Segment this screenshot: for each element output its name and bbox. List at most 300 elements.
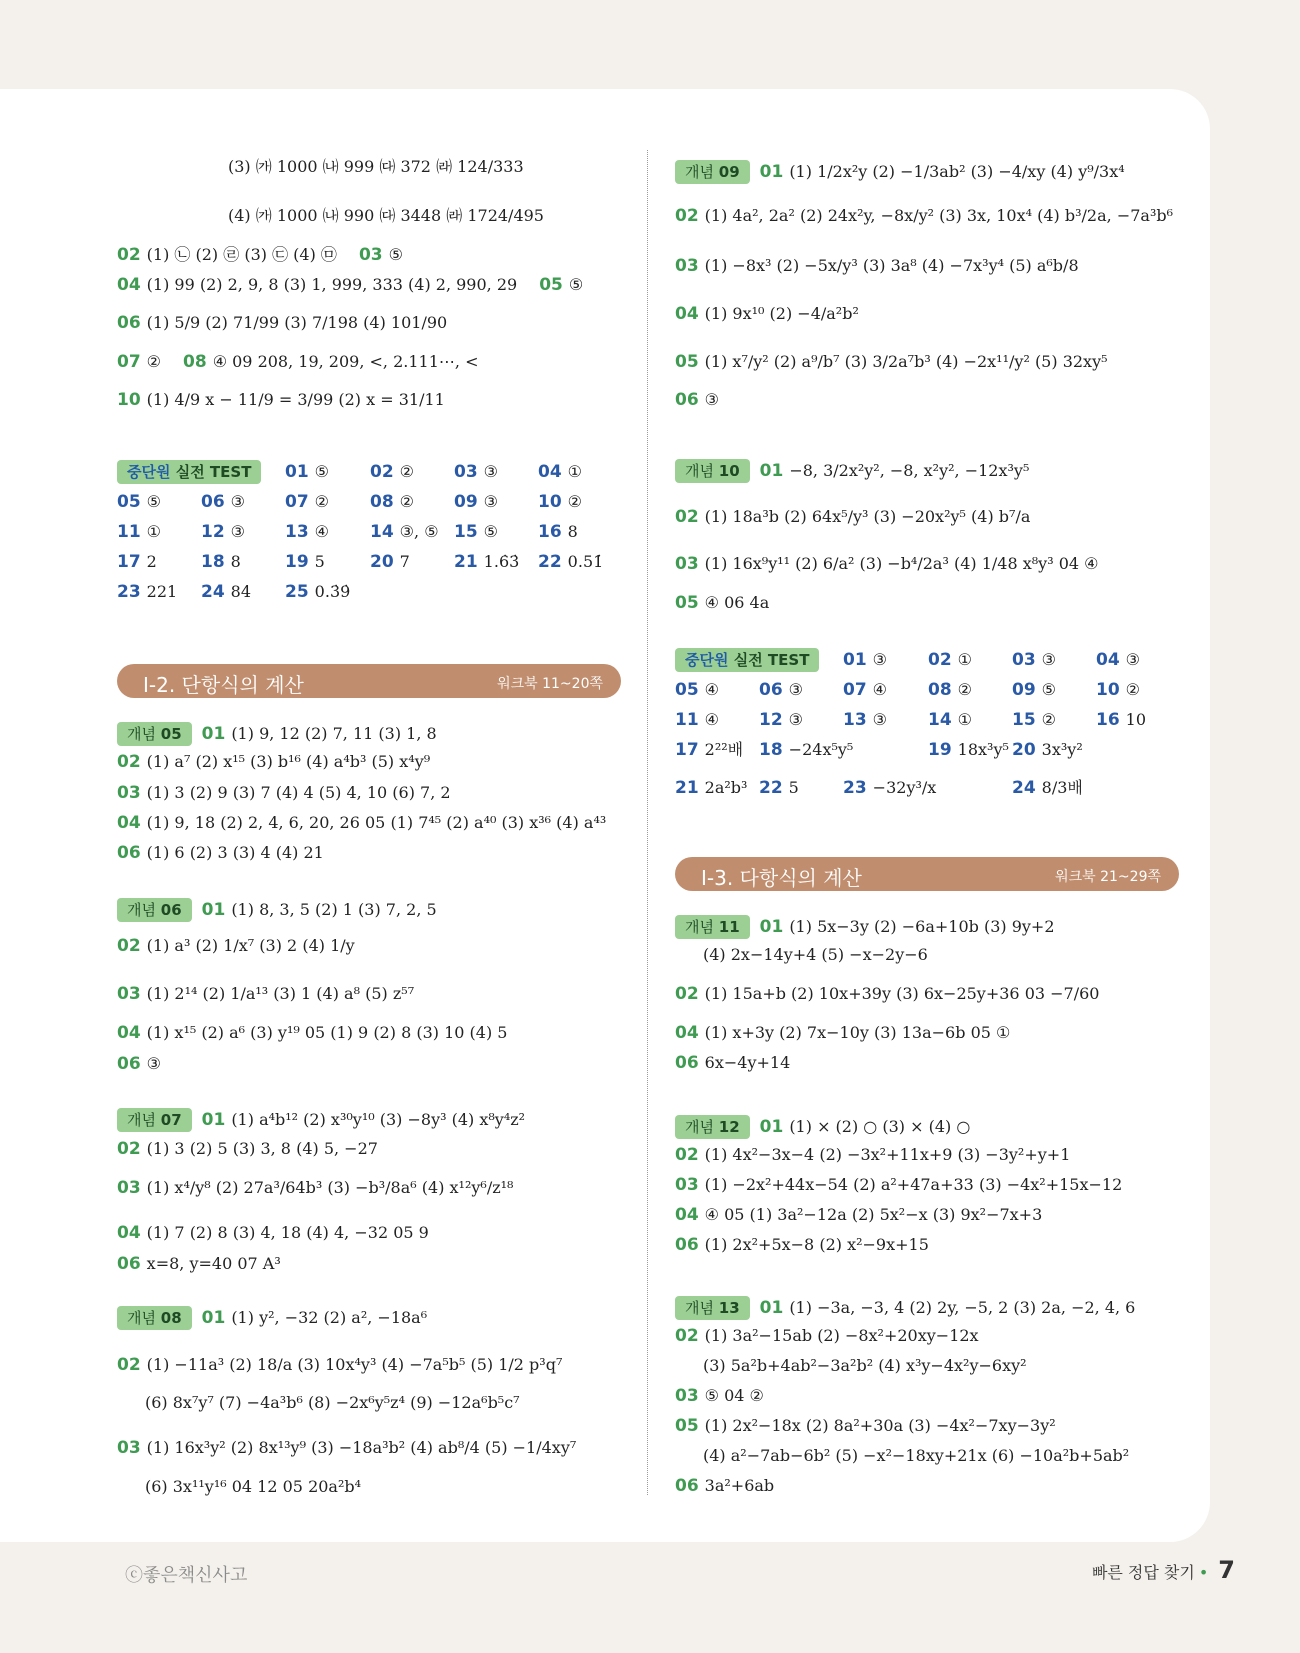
question-number: 04 — [117, 813, 141, 833]
answer-text: (1) ㉡ (2) ㉣ (3) ㉢ (4) ㉤ — [146, 245, 337, 264]
test-answer — [1012, 740, 1083, 760]
question-number: 11 — [117, 522, 141, 542]
answer-text: ② — [399, 492, 415, 511]
answer-text: 0.3̇9̇ — [314, 582, 351, 601]
answer-text: −24x⁵y⁵ — [788, 740, 854, 759]
answer-text: ④ 05 (1) 3a²−12a (2) 5x²−x (3) 9x²−7x+3 — [704, 1205, 1043, 1224]
answer-line — [703, 1356, 1027, 1376]
test-badge — [675, 648, 819, 672]
concept-number: 12 — [718, 1118, 740, 1136]
question-number: 01 — [759, 461, 784, 481]
answer-text: (4) a²−7ab−6b² (5) −x²−18xy+21x (6) −10a²b+5ab² — [703, 1446, 1130, 1465]
answer-text: 3a²+6ab — [704, 1476, 775, 1495]
question-number: 14 — [370, 522, 394, 542]
concept-number: 07 — [160, 1111, 182, 1129]
question-number: 01 — [201, 1110, 226, 1130]
question-number: 03 — [117, 984, 141, 1004]
question-number: 01 — [759, 162, 784, 182]
question-number: 06 — [117, 843, 141, 863]
test-answer — [675, 778, 747, 798]
concept-row — [117, 1306, 427, 1330]
question-number: 01 — [285, 462, 309, 482]
question-number: 05 — [539, 275, 563, 295]
question-number: 06 — [117, 1254, 141, 1274]
question-number: 05 — [675, 1416, 699, 1436]
answer-text: (6) 8x⁷y⁷ (7) −4a³b⁶ (8) −2x⁶y⁵z⁴ (9) −12a⁶b⁵c⁷ — [145, 1393, 520, 1412]
answer-text: (1) 18a³b (2) 64x⁵/y³ (3) −20x²y⁵ (4) b⁷/a — [704, 507, 1031, 526]
answer-text: ③ — [483, 492, 499, 511]
question-number: 02 — [675, 1326, 699, 1346]
answer-text: ⑤ — [568, 275, 584, 294]
test-answer — [843, 680, 887, 700]
question-number: 18 — [201, 552, 225, 572]
answer-text: ④ — [314, 522, 330, 541]
concept-badge — [117, 722, 192, 746]
bullet-icon: • — [1198, 1563, 1209, 1582]
answer-text: 7 — [399, 552, 410, 571]
answer-text: (1) 9, 12 (2) 7, 11 (3) 1, 8 — [231, 724, 437, 743]
test-answer — [285, 462, 329, 482]
test-answer — [1012, 650, 1056, 670]
answer-text: (1) −8x³ (2) −5x/y³ (3) 3a⁸ (4) −7x³y⁴ (5) a⁶b/8 — [704, 256, 1079, 275]
test-answer — [538, 522, 578, 542]
answer-text: (1) a³ (2) 1/x⁷ (3) 2 (4) 1/y — [146, 936, 355, 955]
answer-text: 2 — [146, 552, 157, 571]
answer-line — [675, 507, 1030, 527]
question-number: 04 — [117, 275, 141, 295]
test-answer — [454, 552, 519, 572]
answer-text: 0.51̇ — [567, 552, 604, 571]
question-number: 19 — [928, 740, 952, 760]
question-number: 10 — [538, 492, 562, 512]
answer-text: ② — [1125, 680, 1141, 699]
question-number: 21 — [454, 552, 478, 572]
test-answer — [1096, 710, 1146, 730]
test-answer — [201, 492, 245, 512]
question-number: 22 — [759, 778, 783, 798]
test-answer — [759, 680, 803, 700]
answer-text: (1) −3a, −3, 4 (2) 2y, −5, 2 (3) 2a, −2, 4, 6 — [789, 1298, 1136, 1317]
answer-text: (1) 3 (2) 5 (3) 3, 8 (4) 5, −27 — [146, 1139, 378, 1158]
question-number: 03 — [117, 1178, 141, 1198]
answer-line — [117, 1223, 429, 1243]
answer-line — [117, 1139, 378, 1159]
test-answer — [843, 710, 887, 730]
concept-row — [117, 898, 437, 922]
answer-text: 10 — [1125, 710, 1147, 729]
answer-text: −32y³/x — [872, 778, 937, 797]
question-number: 07 — [843, 680, 867, 700]
question-number: 13 — [843, 710, 867, 730]
answer-text: 1.6̇3̇ — [483, 552, 520, 571]
answer-text: ⑤ — [314, 462, 330, 481]
answer-text: 6x−4y+14 — [704, 1053, 791, 1072]
answer-line — [675, 593, 769, 613]
question-number: 13 — [285, 522, 309, 542]
test-answer — [759, 740, 853, 760]
question-number: 08 — [370, 492, 394, 512]
test-answer — [370, 492, 414, 512]
answer-text: (1) 2x²−18x (2) 8a²+30a (3) −4x²−7xy−3y² — [704, 1416, 1056, 1435]
question-number: 06 — [675, 1053, 699, 1073]
test-answer — [928, 680, 972, 700]
answer-text: (1) 1/2x²y (2) −1/3ab² (3) −4/xy (4) y⁹/3x⁴ — [789, 162, 1125, 181]
section-title: Ⅰ-2. 단항식의 계산 — [143, 673, 304, 697]
answer-text: (1) 6 (2) 3 (3) 4 (4) 21 — [146, 843, 324, 862]
test-answer — [454, 462, 498, 482]
answer-text: x=8, y=40 07 A³ — [146, 1254, 281, 1273]
question-number: 04 — [1096, 650, 1120, 670]
concept-label: 개념 — [685, 1299, 714, 1317]
test-answer — [201, 552, 241, 572]
question-number: 07 — [117, 352, 141, 372]
question-number: 16 — [1096, 710, 1120, 730]
answer-text: ④ 09 208, 19, 209, <, 2.111⋯, < — [212, 352, 479, 371]
question-number: 10 — [1096, 680, 1120, 700]
answer-text: (1) x⁷/y² (2) a⁹/b⁷ (3) 3/2a⁷b³ (4) −2x¹¹/y² (5) 32xy⁵ — [704, 352, 1108, 371]
concept-number: 09 — [718, 163, 740, 181]
question-number: 21 — [675, 778, 699, 798]
test-answer — [675, 710, 719, 730]
answer-text: (1) 3 (2) 9 (3) 7 (4) 4 (5) 4, 10 (6) 7, 2 — [146, 783, 451, 802]
answer-text: (1) 4a², 2a² (2) 24x²y, −8x/y² (3) 3x, 10x⁴ (4) b³/2a, −7a³b⁶ — [704, 206, 1174, 225]
question-number: 10 — [117, 390, 141, 410]
question-number: 06 — [759, 680, 783, 700]
answer-text: ③ — [788, 710, 804, 729]
answer-text: ② — [314, 492, 330, 511]
answer-text: ④ 06 4a — [704, 593, 770, 612]
answer-line — [117, 275, 583, 295]
answer-text: 5 — [314, 552, 325, 571]
answer-line — [117, 352, 478, 372]
test-answer — [538, 492, 582, 512]
concept-badge — [675, 160, 750, 184]
publisher-mark: ⓒ좋은책신사고 — [125, 1565, 248, 1586]
concept-number: 13 — [718, 1299, 740, 1317]
answer-line — [675, 1145, 1070, 1165]
answer-text: (1) −2x²+44x−54 (2) a²+47a+33 (3) −4x²+15x−12 — [704, 1175, 1123, 1194]
answer-text: (1) 9, 18 (2) 2, 4, 6, 20, 26 05 (1) 7⁴⁵ (2) a⁴⁰ (3) x³⁶ (4) a⁴³ — [146, 813, 607, 832]
question-number: 15 — [454, 522, 478, 542]
answer-text: (1) 5x−3y (2) −6a+10b (3) 9y+2 — [789, 917, 1055, 936]
test-answer — [117, 552, 157, 572]
test-answer — [928, 710, 972, 730]
question-number: 01 — [201, 724, 226, 744]
concept-badge — [675, 915, 750, 939]
test-answer — [928, 650, 972, 670]
answer-text: (1) x⁴/y⁸ (2) 27a³/64b³ (3) −b³/8a⁶ (4) x¹²y⁶/z¹⁸ — [146, 1178, 514, 1197]
question-number: 08 — [183, 352, 207, 372]
answer-line — [117, 245, 403, 265]
concept-label: 개념 — [127, 901, 156, 919]
section-header — [675, 857, 1179, 891]
answer-text: ③ — [146, 1054, 162, 1073]
question-number: 24 — [1012, 778, 1036, 798]
answer-line — [675, 1205, 1042, 1225]
answer-line — [117, 1438, 576, 1458]
question-number: 12 — [201, 522, 225, 542]
answer-line — [703, 945, 928, 965]
question-number: 02 — [370, 462, 394, 482]
answer-line — [228, 206, 544, 226]
concept-row — [675, 1115, 970, 1139]
test-answer — [117, 492, 161, 512]
question-number: 15 — [1012, 710, 1036, 730]
test-label-unit: 중단원 — [685, 651, 729, 669]
question-number: 03 — [1012, 650, 1036, 670]
answer-text: ① — [146, 522, 162, 541]
answer-text: (1) 15a+b (2) 10x+39y (3) 6x−25y+36 03 −7/60 — [704, 984, 1100, 1003]
concept-label: 개념 — [685, 1118, 714, 1136]
test-header — [117, 460, 261, 484]
test-answer — [928, 740, 1009, 760]
answer-line — [117, 313, 447, 333]
answer-text: (4) ㈎ 1000 ㈏ 990 ㈐ 3448 ㈑ 1724/495 — [228, 206, 544, 225]
question-number: 01 — [843, 650, 867, 670]
answer-line — [117, 936, 355, 956]
question-number: 02 — [675, 206, 699, 226]
answer-text: (1) 4/9 x − 11/9 = 3/99 (2) x = 31/11 — [146, 390, 445, 409]
test-answer — [285, 522, 329, 542]
answer-text: ③ — [230, 522, 246, 541]
question-number: 03 — [117, 1438, 141, 1458]
workbook-pages: 워크북 11~20쪽 — [497, 676, 603, 692]
test-answer — [201, 522, 245, 542]
answer-text: (1) 7 (2) 8 (3) 4, 18 (4) 4, −32 05 9 — [146, 1223, 429, 1242]
answer-text: (3) ㈎ 1000 ㈏ 999 ㈐ 372 ㈑ 124/333 — [228, 157, 524, 176]
answer-line — [145, 1477, 361, 1497]
answer-text: 2²²배 — [704, 740, 744, 759]
question-number: 02 — [117, 1355, 141, 1375]
answer-text: ④ — [704, 710, 720, 729]
test-answer — [201, 582, 251, 602]
answer-text: ③ — [483, 462, 499, 481]
answer-line — [675, 1175, 1122, 1195]
test-answer — [538, 552, 603, 572]
answer-text: 221 — [146, 582, 178, 601]
answer-text: 18x³y⁵ — [957, 740, 1009, 759]
concept-label: 개념 — [127, 1111, 156, 1129]
question-number: 11 — [675, 710, 699, 730]
concept-badge — [117, 1108, 192, 1132]
test-answer — [1012, 680, 1056, 700]
test-answer — [1012, 778, 1083, 798]
test-answer — [1096, 680, 1140, 700]
question-number: 20 — [1012, 740, 1036, 760]
question-number: 02 — [117, 1139, 141, 1159]
answer-text: 8 — [567, 522, 578, 541]
answer-line — [675, 554, 1098, 574]
answer-text: (1) 16x⁹y¹¹ (2) 6/a² (3) −b⁴/2a³ (4) 1/48 x⁸y³ 04 ④ — [704, 554, 1099, 573]
answer-text: (1) 5/9 (2) 71/99 (3) 7/198 (4) 101/90 — [146, 313, 448, 332]
answer-line — [675, 206, 1173, 226]
answer-text: ② — [146, 352, 162, 371]
answer-text: (1) 2¹⁴ (2) 1/a¹³ (3) 1 (4) a⁸ (5) z⁵⁷ — [146, 984, 415, 1003]
answer-text: 8 — [230, 552, 241, 571]
test-label-name: 실전 TEST — [170, 463, 252, 481]
answer-line — [675, 984, 1099, 1004]
concept-badge — [675, 1296, 750, 1320]
answer-text: (1) 16x³y² (2) 8x¹³y⁹ (3) −18a³b² (4) ab⁸/4 (5) −1/4xy⁷ — [146, 1438, 577, 1457]
question-number: 06 — [675, 1235, 699, 1255]
workbook-pages: 워크북 21~29쪽 — [1055, 869, 1161, 885]
answer-text: (1) 8, 3, 5 (2) 1 (3) 7, 2, 5 — [231, 900, 437, 919]
answer-text: (1) y², −32 (2) a², −18a⁶ — [231, 1308, 428, 1327]
answer-text: ⑤ — [146, 492, 162, 511]
question-number: 03 — [675, 554, 699, 574]
concept-number: 10 — [718, 462, 740, 480]
answer-text: ③ — [872, 650, 888, 669]
answer-text: (1) a⁷ (2) x¹⁵ (3) b¹⁶ (4) a⁴b³ (5) x⁴y⁹ — [146, 752, 431, 771]
question-number: 22 — [538, 552, 562, 572]
test-answer — [843, 778, 936, 798]
concept-badge — [675, 1115, 750, 1139]
question-number: 04 — [117, 1023, 141, 1043]
test-answer — [117, 582, 177, 602]
question-number: 05 — [675, 680, 699, 700]
answer-text: ⑤ 04 ② — [704, 1386, 764, 1405]
answer-text: ② — [1041, 710, 1057, 729]
question-number: 06 — [117, 313, 141, 333]
test-answer — [843, 650, 887, 670]
test-answer — [370, 552, 410, 572]
test-answer — [454, 492, 498, 512]
test-answer — [759, 710, 803, 730]
answer-text: ③ — [1041, 650, 1057, 669]
answer-line — [675, 256, 1079, 276]
question-number: 04 — [117, 1223, 141, 1243]
question-number: 09 — [1012, 680, 1036, 700]
question-number: 03 — [454, 462, 478, 482]
question-number: 07 — [285, 492, 309, 512]
test-answer — [675, 680, 719, 700]
answer-text: ① — [957, 710, 973, 729]
question-number: 01 — [759, 1298, 784, 1318]
answer-line — [117, 783, 451, 803]
concept-number: 06 — [160, 901, 182, 919]
answer-text: ① — [567, 462, 583, 481]
answer-text: ③ — [704, 390, 720, 409]
concept-badge — [117, 1306, 192, 1330]
question-number: 02 — [928, 650, 952, 670]
question-number: 03 — [675, 256, 699, 276]
answer-text: ⑤ — [388, 245, 403, 264]
test-answer — [370, 522, 439, 542]
question-number: 01 — [759, 917, 784, 937]
concept-number: 05 — [160, 725, 182, 743]
answer-text: (1) 3a²−15ab (2) −8x²+20xy−12x — [704, 1326, 979, 1345]
concept-row — [675, 1296, 1135, 1320]
question-number: 25 — [285, 582, 309, 602]
answer-text: 2a²b³ — [704, 778, 748, 797]
answer-line — [675, 390, 719, 410]
question-number: 01 — [759, 1117, 784, 1137]
answer-text: (1) x¹⁵ (2) a⁶ (3) y¹⁹ 05 (1) 9 (2) 8 (3) 10 (4) 5 — [146, 1023, 508, 1042]
question-number: 01 — [201, 900, 226, 920]
concept-row — [675, 915, 1055, 939]
answer-line — [228, 157, 524, 177]
answer-line — [675, 1476, 774, 1496]
answer-text: ④ — [872, 680, 888, 699]
concept-number: 11 — [718, 918, 740, 936]
question-number: 16 — [538, 522, 562, 542]
answer-line — [675, 304, 859, 324]
column-divider — [647, 150, 648, 1495]
test-badge — [117, 460, 261, 484]
answer-text: (1) × (2) ○ (3) × (4) ○ — [789, 1117, 971, 1136]
test-answer — [1012, 710, 1056, 730]
answer-text: ④ — [704, 680, 720, 699]
answer-line — [117, 1178, 513, 1198]
concept-label: 개념 — [685, 163, 714, 181]
answer-line — [675, 352, 1108, 372]
question-number: 04 — [675, 1205, 699, 1225]
concept-badge — [117, 898, 192, 922]
answer-line — [145, 1393, 520, 1413]
test-answer — [370, 462, 414, 482]
question-number: 19 — [285, 552, 309, 572]
question-number: 02 — [675, 507, 699, 527]
question-number: 23 — [843, 778, 867, 798]
answer-text: ③ — [230, 492, 246, 511]
test-answer — [285, 552, 325, 572]
question-number: 17 — [117, 552, 141, 572]
question-number: 02 — [675, 984, 699, 1004]
answer-line — [117, 984, 414, 1004]
section-title: Ⅰ-3. 다항식의 계산 — [701, 866, 862, 890]
test-answer — [454, 522, 498, 542]
page-number: 7 — [1218, 1556, 1235, 1584]
answer-line — [117, 1355, 562, 1375]
answer-text: 8/3배 — [1041, 778, 1083, 797]
answer-line — [117, 813, 606, 833]
question-number: 06 — [117, 1054, 141, 1074]
test-answer — [675, 740, 743, 760]
question-number: 05 — [675, 593, 699, 613]
answer-text: (1) 4x²−3x−4 (2) −3x²+11x+9 (3) −3y²+y+1 — [704, 1145, 1071, 1164]
answer-line — [117, 752, 430, 772]
question-number: 02 — [117, 752, 141, 772]
answer-text: (1) a⁴b¹² (2) x³⁰y¹⁰ (3) −8y³ (4) x⁸y⁴z² — [231, 1110, 526, 1129]
concept-row — [117, 722, 437, 746]
answer-text: ③ — [1125, 650, 1141, 669]
question-number: 03 — [117, 783, 141, 803]
question-number: 23 — [117, 582, 141, 602]
answer-line — [675, 1326, 979, 1346]
question-number: 04 — [675, 1023, 699, 1043]
answer-text: ② — [567, 492, 583, 511]
test-answer — [1096, 650, 1140, 670]
test-header — [675, 648, 819, 672]
question-number: 03 — [675, 1175, 699, 1195]
concept-label: 개념 — [127, 725, 156, 743]
answer-line — [117, 390, 445, 410]
answer-text: −8, 3/2x²y², −8, x²y², −12x³y⁵ — [789, 461, 1030, 480]
question-number: 24 — [201, 582, 225, 602]
question-number: 05 — [117, 492, 141, 512]
question-number: 03 — [358, 245, 383, 265]
answer-text: ⑤ — [1041, 680, 1057, 699]
concept-row — [675, 459, 1029, 483]
answer-text: ⑤ — [483, 522, 499, 541]
answer-text: ③ — [872, 710, 888, 729]
question-number: 09 — [454, 492, 478, 512]
answer-text: (1) 9x¹⁰ (2) −4/a²b² — [704, 304, 859, 323]
answer-text: 3x³y² — [1041, 740, 1083, 759]
answer-line — [675, 1053, 790, 1073]
answer-line — [675, 1416, 1056, 1436]
question-number: 02 — [117, 245, 141, 265]
